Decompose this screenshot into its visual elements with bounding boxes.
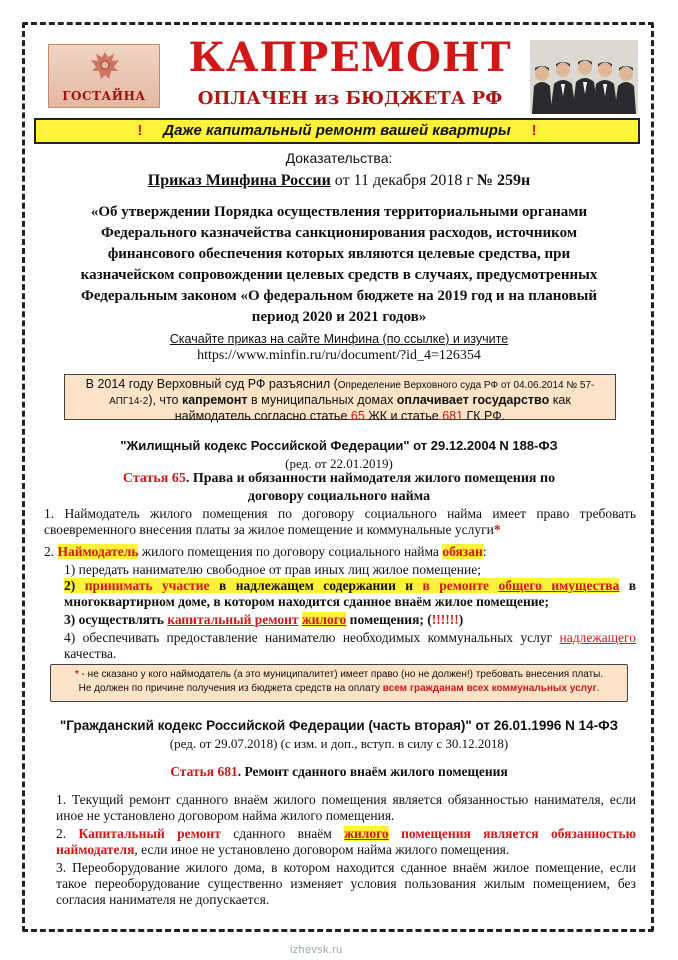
residential-highlight: жилого xyxy=(344,826,389,841)
proof-label: Доказательства: xyxy=(285,150,393,166)
court-box xyxy=(64,374,616,423)
all-services-highlight: всем гражданам всех коммунальных услуг xyxy=(382,683,597,694)
civil-p2 xyxy=(56,826,636,858)
order-quote: «Об утверждении Порядка осуществления территориальными органами Федерального казначейства санкционирования расходов, источником финансового обеспечения которых являются целевые средства, при казначейском сопровождении целевых средств в случаях, предусмотренных Федеральным законом «О федеральном бюджете на 2019 год и на плановый период 2020 и 2021 годов» xyxy=(80,204,598,325)
order-date: от 11 декабря 2018 г xyxy=(330,172,477,189)
civil-p2-text: сданного внаём xyxy=(220,826,345,841)
page-title: КАПРЕМОНТ xyxy=(188,34,512,81)
court-capremont: капремонт xyxy=(181,393,248,407)
housing-p1-text: 1. Наймодатель жилого помещения по договору социального найма имеет право требовать своевременного внесения платы за жилое помещение и коммунальные услуги xyxy=(44,506,636,537)
minfin-url[interactable]: https://www.minfin.ru/ru/document/?id_4=126354 xyxy=(197,348,481,363)
item-2-rest: в многоквартирном доме, в котором находится сданное внаём жилое помещение; xyxy=(64,578,637,609)
footnote-end: . xyxy=(596,683,600,694)
landlord-duty-red: помещения является обязанностью наймодателя xyxy=(56,826,636,857)
housing-p2 xyxy=(44,544,636,560)
banner-mark-left: ! xyxy=(137,122,143,139)
item-2-num: 2) xyxy=(64,578,85,593)
banner-mark-right: ! xyxy=(531,122,537,139)
article-681-title: . Ремонт сданного внаём жилого помещения xyxy=(237,764,508,779)
common-property-highlight: общего имущества xyxy=(498,578,620,593)
residential-highlight: жилого xyxy=(301,612,347,627)
article-65-label: Статья 65 xyxy=(122,471,186,486)
order-number: № 259н xyxy=(476,172,531,189)
housing-code-title: "Жилищный кодекс Российской Федерации" от 29.12.2004 N 188-ФЗ xyxy=(120,438,558,453)
item-3-text: помещения; ( xyxy=(346,612,432,627)
group-photo xyxy=(530,40,638,114)
article-65-title: . Права и обязанности наймодателя жилого помещения по договору социального найма xyxy=(185,471,556,504)
item-3-close: ) xyxy=(458,612,464,627)
court-text: как наймодатель согласно статье xyxy=(174,393,571,423)
page-subtitle: ОПЛАЧЕН из БЮДЖЕТА РФ xyxy=(197,88,503,109)
footnote-star: * xyxy=(493,522,501,537)
order-line xyxy=(40,172,638,190)
civil-code-edition: (ред. от 29.07.2018) (с изм. и доп., вступ. в силу с 30.12.2018) xyxy=(169,736,509,751)
repair-highlight: в ремонте xyxy=(422,578,489,593)
capital-repair-red: Капитальный ремонт xyxy=(78,826,221,841)
civil-p3: 3. Переоборудование жилого дома, в котором находится сданное внаём жилое помещение, если такое переоборудование существенно изменяет условия пользования жилым помещением, без согласия нанимателя не допускается. xyxy=(56,860,636,907)
source-watermark: izhevsk.ru xyxy=(290,944,343,956)
housing-p2-num: 2. xyxy=(44,544,58,559)
stamp-label: ГОСТАЙНА xyxy=(62,89,146,103)
court-text: В 2014 году Верховный суд РФ разъяснил ( xyxy=(85,377,338,391)
article-65-heading xyxy=(40,470,638,506)
housing-code-edition: (ред. от 22.01.2019) xyxy=(285,456,393,471)
civil-p1: 1. Текущий ремонт сданного внаём жилого помещения является обязанностью нанимателя, если иное не установлено договором найма жилого помещения. xyxy=(56,792,636,823)
article-681-ref: 681 xyxy=(442,409,464,423)
article-65-ref: 65 xyxy=(350,409,365,423)
order-name: Приказ Минфина России xyxy=(147,172,331,189)
court-text: ГК РФ. xyxy=(463,409,506,423)
court-text: в муниципальных домах xyxy=(247,393,397,407)
item-4-end: качества. xyxy=(64,646,117,661)
housing-p2-text: жилого помещения по договору социального найма xyxy=(138,544,443,559)
court-text: ), что xyxy=(148,393,182,407)
court-ruling: Определение Верховного суда РФ от 04.06.2014 № 57-АПГ14-2 xyxy=(109,380,595,407)
civil-p2-rest: , если иное не установлено договором найма жилого помещения. xyxy=(134,842,510,857)
footnote-text: - не сказано у кого наймодатель (а это муниципалитет) имеет право (но не должен!) требовать внесения платы. xyxy=(78,669,604,680)
item-2-text: в надлежащем содержании и xyxy=(209,578,423,593)
footnote-star: * xyxy=(74,669,79,680)
housing-item-2 xyxy=(64,578,636,610)
footnote-text: Не должен по причине получения из бюджета средств на оплату xyxy=(78,683,383,694)
housing-p2-colon: : xyxy=(482,544,487,559)
article-681-heading xyxy=(40,764,638,780)
proper-highlight: надлежащего xyxy=(559,630,636,645)
banner-text: Даже капитальный ремонт вашей квартиры xyxy=(163,122,511,139)
civil-p2-num: 2. xyxy=(56,826,79,841)
download-link[interactable]: Скачайте приказ на сайте Минфина (по ссылке) и изучите xyxy=(169,332,509,346)
participate-highlight: принимать участие xyxy=(84,578,210,593)
obliged-highlight: обязан xyxy=(442,544,483,559)
civil-code-title: "Гражданский кодекс Российской Федерации (часть вторая)" от 26.01.1996 N 14-ФЗ xyxy=(59,718,619,733)
secret-stamp xyxy=(48,44,160,108)
court-text: ЖК и статье xyxy=(364,409,443,423)
capital-repair-highlight: капитальный ремонт xyxy=(167,612,299,627)
court-state-pays: оплачивает государство xyxy=(396,393,550,407)
footnote-line-1 xyxy=(61,668,617,682)
housing-p1 xyxy=(44,506,636,538)
housing-item-4 xyxy=(64,630,636,662)
housing-item-3 xyxy=(64,612,636,628)
footnote-box xyxy=(50,664,628,702)
housing-item-1: 1) передать нанимателю свободное от прав иных лиц жилое помещение; xyxy=(64,562,481,577)
banner xyxy=(34,118,640,144)
eagle-emblem-icon xyxy=(87,49,123,83)
item-3-text: 3) осуществлять xyxy=(64,612,168,627)
landlord-highlight: Наймодатель xyxy=(57,544,139,559)
article-681-label: Статья 681 xyxy=(170,764,238,779)
footnote-line-2 xyxy=(61,682,617,696)
item-4-text: 4) обеспечивать предоставление нанимателю необходимых коммунальных услуг xyxy=(64,630,560,645)
exclamations: !!!!!! xyxy=(431,612,459,627)
